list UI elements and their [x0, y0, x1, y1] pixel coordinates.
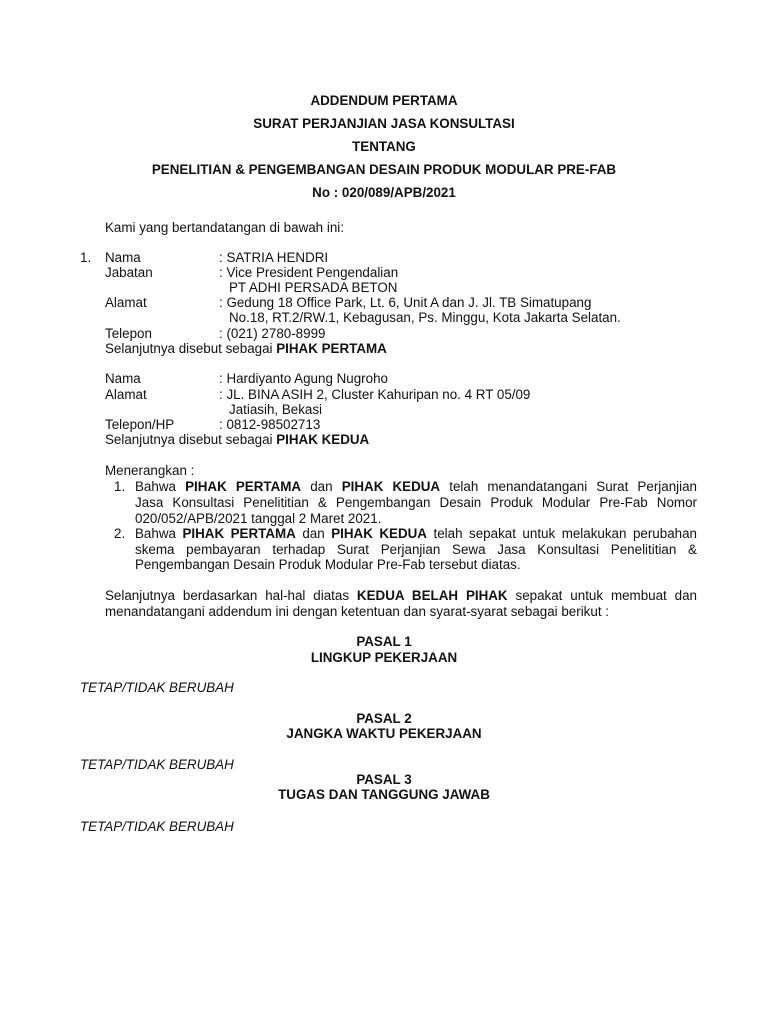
- item-2-text-a: Bahwa: [135, 526, 183, 541]
- item-2-line-2: skema pembayaran terhadap Surat Perjanjian Sewa Jasa Konsultasi Penelititian &: [135, 542, 697, 557]
- item-1-text-a: Bahwa: [135, 479, 186, 494]
- party-1-role: PIHAK PERTAMA: [276, 341, 387, 356]
- party-1-nama-value: : SATRIA HENDRI: [219, 250, 329, 265]
- doc-title: ADDENDUM PERTAMA: [310, 93, 458, 108]
- item-1-party-1: PIHAK PERTAMA: [185, 479, 302, 494]
- item-2-party-1: PIHAK PERTAMA: [182, 526, 296, 541]
- pasal-2-status: TETAP/TIDAK BERUBAH: [80, 757, 234, 772]
- item-1-party-2: PIHAK KEDUA: [341, 479, 441, 494]
- closing-text-b: sepakat untuk membuat dan: [507, 588, 697, 603]
- item-2-party-2: PIHAK KEDUA: [331, 526, 427, 541]
- closing-text-a: Selanjutnya berdasarkan hal-hal diatas: [105, 588, 357, 603]
- intro-text: Kami yang bertandatangan di bawah ini:: [105, 220, 344, 235]
- party-1-company: PT ADHI PERSADA BETON: [229, 280, 398, 295]
- pasal-2-title: JANGKA WAKTU PEKERJAAN: [286, 726, 482, 741]
- doc-subtitle: SURAT PERJANJIAN JASA KONSULTASI: [253, 116, 515, 131]
- doc-tentang: TENTANG: [352, 139, 416, 154]
- item-2-text-c: telah sepakat untuk melakukan perubahan: [426, 526, 697, 541]
- party-1-telepon-label: Telepon: [105, 326, 152, 341]
- party-1-number: 1.: [80, 250, 92, 265]
- party-1-alamat-label: Alamat: [105, 295, 147, 310]
- closing-line-2: menandatangani addendum ini dengan ketentuan dan syarat-syarat sebagai berikut :: [105, 604, 609, 619]
- item-2-line-1: [135, 526, 697, 542]
- party-1-alamat-value: : Gedung 18 Office Park, Lt. 6, Unit A dan J. Jl. TB Simatupang: [219, 295, 592, 310]
- closing-parties: KEDUA BELAH PIHAK: [356, 588, 508, 603]
- party-1-jabatan-value: : Vice President Pengendalian: [219, 265, 399, 280]
- party-1-nama-label: Nama: [105, 250, 141, 265]
- item-1-text-c: telah menandatangani Surat Perjanjian: [440, 479, 697, 494]
- item-1-number: 1.: [114, 479, 126, 494]
- item-2-line-3: Pengembangan Desain Produk Modular Pre-Fab tersebut diatas.: [135, 557, 521, 572]
- item-1-line-3: 020/052/APB/2021 tanggal 2 Maret 2021.: [135, 511, 382, 526]
- party-2-telepon-label: Telepon/HP: [105, 417, 175, 432]
- party-2-alamat-label: Alamat: [105, 387, 147, 402]
- item-1-line-1: [135, 479, 697, 495]
- doc-number: No : 020/089/APB/2021: [312, 185, 456, 200]
- party-2-alamat-value-2: Jatiasih, Bekasi: [229, 402, 323, 417]
- party-2-nama-label: Nama: [105, 371, 141, 386]
- item-2-text-b: dan: [295, 526, 332, 541]
- item-2-number: 2.: [114, 526, 126, 541]
- pasal-2-number: PASAL 2: [356, 711, 412, 726]
- party-1-summary-prefix: Selanjutnya disebut sebagai: [105, 341, 277, 356]
- party-2-nama-value: : Hardiyanto Agung Nugroho: [219, 371, 388, 386]
- party-1-summary: [105, 341, 387, 357]
- party-1-alamat-value-2: No.18, RT.2/RW.1, Kebagusan, Ps. Minggu, Kota Jakarta Selatan.: [229, 310, 621, 325]
- party-2-telepon-value: : 0812-98502713: [219, 417, 321, 432]
- party-1-telepon-value: : (021) 2780-8999: [219, 326, 326, 341]
- pasal-1-number: PASAL 1: [356, 634, 412, 649]
- pasal-1-title: LINGKUP PEKERJAAN: [310, 650, 458, 665]
- closing-line-1: [105, 588, 697, 604]
- party-2-summary-prefix: Selanjutnya disebut sebagai: [105, 432, 277, 447]
- party-2-alamat-value: : JL. BINA ASIH 2, Cluster Kahuripan no. 4 RT 05/09: [219, 387, 531, 402]
- party-2-role: PIHAK KEDUA: [276, 432, 370, 447]
- menerangkan-heading: Menerangkan :: [105, 463, 195, 478]
- pasal-3-title: TUGAS DAN TANGGUNG JAWAB: [278, 787, 490, 802]
- pasal-3-number: PASAL 3: [356, 772, 412, 787]
- item-1-line-2: Jasa Konsultasi Penelititian & Pengembangan Desain Produk Modular Pre-Fab Nomor: [135, 495, 697, 510]
- doc-topic: PENELITIAN & PENGEMBANGAN DESAIN PRODUK MODULAR PRE-FAB: [151, 162, 617, 177]
- pasal-1-status: TETAP/TIDAK BERUBAH: [80, 680, 234, 695]
- party-2-summary: [105, 432, 369, 448]
- pasal-3-status: TETAP/TIDAK BERUBAH: [80, 819, 234, 834]
- party-1-jabatan-label: Jabatan: [105, 265, 153, 280]
- item-1-text-b: dan: [301, 479, 342, 494]
